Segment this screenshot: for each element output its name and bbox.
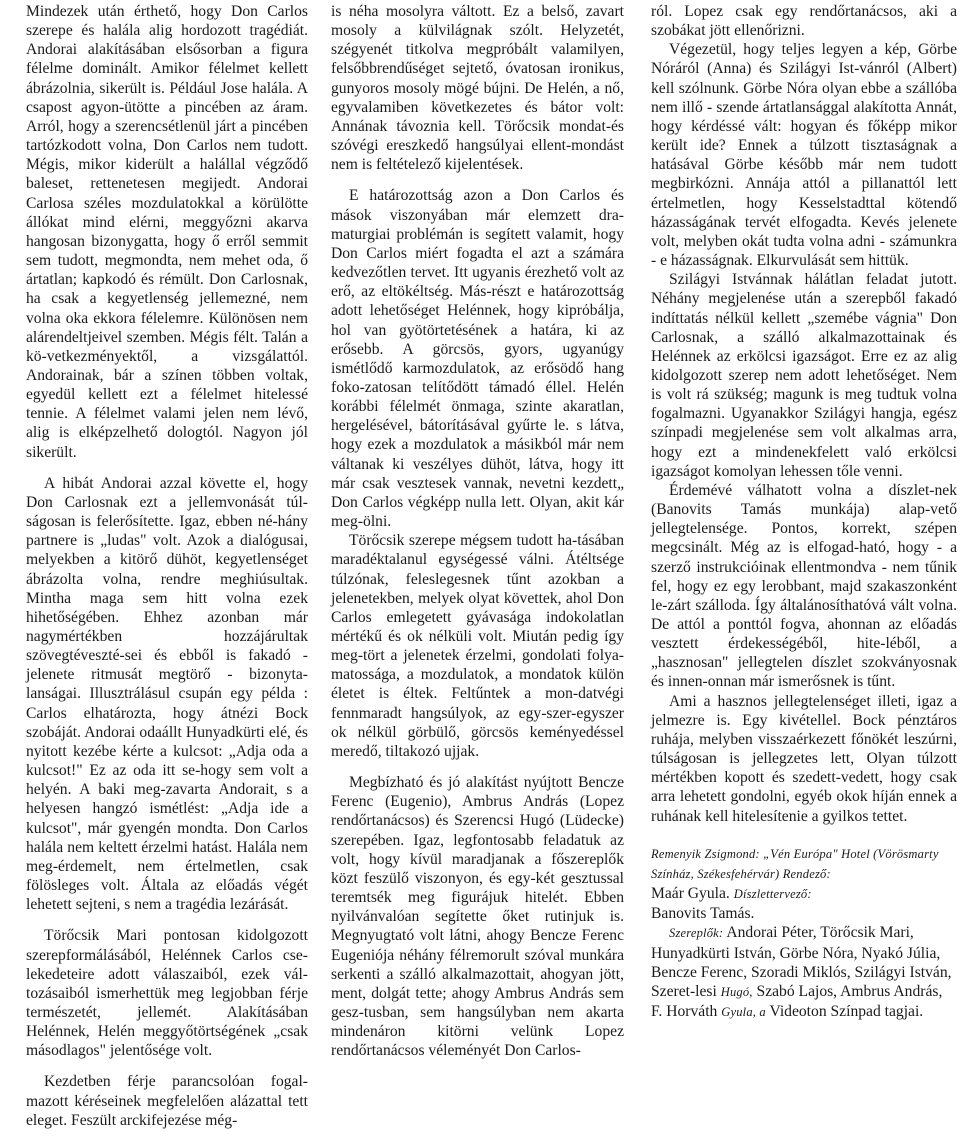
cast-hugo: Hugó, [720, 984, 753, 999]
paragraph: Törőcsik Mari pontosan kidolgozott szerepformálásából, Helénnek Carlos cse-lekedeteire adott válaszaiból, ezek vál-tozásaiból ismerhettük meg legjobban férje természetét, jellemét. Alakításában Helénnek, Helén meggyőtörtségének „csak másodlagos" jelentősége volt. [26, 927, 308, 1060]
paragraph: Kezdetben férje parancsolóan fogal-mazott kéréseinek megfelelően alázattal tett eleget. Feszült arckifejezése még- [26, 1073, 308, 1129]
credits-play-line: Remenyik Zsigmond: „Vén Európa" Hotel (Vörösmarty Színház, Székesfehérvár) Rendező: [651, 846, 939, 881]
designer-label: Díszlettervező: [733, 887, 812, 902]
cast-list-a: Andorai Péter, Törőcsik Mari, Hunyadkürti István, Görbe Nóra, Nyakó Júlia, Bencze Ferenc, Szoradi Miklós, Szilágyi István, Szeret-lesi [651, 924, 952, 1000]
credits-cast [651, 923, 957, 1022]
column-middle [331, 2, 624, 1060]
cast-label: Szereplők: [669, 926, 724, 941]
production-credits [651, 844, 957, 1022]
credits-title [651, 844, 957, 884]
director-name: Maár Gyula. [651, 885, 730, 903]
paragraph: Szilágyi Istvánnak hálátlan feladat jutott. Néhány megjelenése után a szerepből fakadó indíttatás nélkül kellett „szemébe vágnia" Don Carlosnak, a szálló alkalmazottainak és Helénnek az erkölcsi igazságot. Erre ez az alig kidolgozott szerep nem adott lehetőséget. Nem is volt rá szükség; magunk is meg tudtuk volna fogalmazni. Ugyanakkor Szilágyi hangja, egész színpadi megjelenése sem volt alkalmas arra, hogy ezt a mindenekfelett való erkölcsi igazságot komolyan lehessen tőle venni. [651, 271, 957, 480]
paragraph: Törőcsik szerepe mégsem tudott ha-tásában maradéktalanul egységessé válni. Átéltsége túlzónak, feleslegesnek tűnt azokban a jelenetekben, melyek olyat követtek, ahol Don Carlos emlegetett gyávasága indokolatlan mértékű és ok nélküli volt. Miután pedig így meg-tört a jelenetek érzelmi, gondolati folya-matossága, a mozdulatok, a mondatok külön életet is éltek. Feltűntek a mon-datvégi fennmaradt hangsúlyok, az egy-szer-egyszer ok nélkül görbülő, görcsös keményedéssel meredő, tiltakozó ujjak. [331, 532, 624, 760]
paragraph: Végezetül, hogy teljes legyen a kép, Görbe Nóráról (Anna) és Szilágyi Ist-vánról (Albert) kell szólnunk. Görbe Nóra olyan ebbe a szállóba nem illő - szende ártatlansággal alakította Annát, hogy kérdéssé vált: hogyan és főképp mikor került ide? Ennek a túlzott tisztaságnak a hatásával Görbe később már nem tudott megbirkózni. Annája attól a pillanattól lett értelmetlen, hogy Kesselstadttal kötendő házasságának tervét elfogadta. Kevés jelenete volt, melyben okát tudta volna adni - számunkra - e házasságnak. Elkurvulását sem hittük. [651, 41, 957, 270]
column-left [26, 2, 308, 1130]
designer-name: Banovits Tamás. [651, 905, 755, 923]
paragraph: Megbízható és jó alakítást nyújtott Bencze Ferenc (Eugenio), Ambrus András (Lopez rendőrtanácsos) és Szerencsi Hugó (Lüdecke) szerepében. Igaz, legfontosabb feladatuk az volt, hogy kívül maradjanak a főszereplők közt feszülő viszonyon, és egy-két gesztussal teremtsék meg figurájuk hitelét. Ebben nyilvánvalóan segítette őket rutinjuk is. Megnyugtató volt látni, ahogy Bencze Ferenc Eugeniója néhány félremorult szóval munkára serkenti a szálló alkalmazottait, ahogyan jött, ment, dolgát tette; ahogy Ambrus András sem gesz-tusban, sem hangsúlyban nem akarta mindenáron kitörni velünk Lopez rendőrtanácsos véleményét Don Carlos- [331, 774, 624, 1060]
paragraph: Érdemévé válhatott volna a díszlet-nek (Banovits Tamás munkája) alap-vető jellegtelensége. Pontos, korrekt, szépen megcsinált. Még az is elfogad-ható, hogy - a szerző instrukcióinak ellentmondva - nem tűnik fel, hogy ez egy lerobbant, majd szakaszonként le-zárt szálloda. Így általánosíthatóvá vált volna. De attól a ponttól fogva, ahonnan az előadás vesztett érdekességéből, hite-léből, a „hasznosan" jellegtelen díszlet szokványosnak és innen-onnan már ismerősnek is tűnt. [651, 481, 957, 691]
paragraph: ról. Lopez csak egy rendőrtanácsos, aki a szobákat jött ellenőrizni. [651, 3, 957, 40]
paragraph: Mindezek után érthető, hogy Don Carlos szerepe és halála alig hordozott tragédiát. Andorai alakításában elsősorban a figura félelme dominált. Amikor félelmet kellett ábrázolnia, sikerült is. Például Jose halála. A csapost agyon-ütötte a pincében az áram. Arról, hogy a szerencsétlenül járt a pincében tartózkodott volna, Don Carlos nem tudott. Mégis, mikor kiderült a halállal végződő baleset, rettenetesen megijedt. Andorai Carlosa széles mozdulatokkal a körülötte állókat mind elérni, meggyőzni akarva hangosan bizonygatta, hogy ő erről semmit sem tudott, megmondta, nem mehet oda, ő ártatlan; kapkodó és rémült. Don Carlosnak, ha csak a kegyetlenség jellemezné, nem volna oka ekkora félelemre. Különösen nem alárendeltjeivel szemben. Mégis félt. Talán a kö-vetkezményektől, a vizsgálattól. Andorainak, bár a színen többen voltak, egyedül kellett ezt a félelmet hitelessé tennie. A félelmet valami jelen nem lévő, alig is elképzelhető dologtól. Nagyon jól sikerült. [26, 3, 308, 461]
paragraph: Ami a hasznos jellegtelenséget illeti, igaz a jelmezre is. Egy kivétellel. Bock pénztáros ruhája, melyben visszaérkezett főnökét leszúrni, túlságosan is jellegzetes lett, Olyan túlzott mértékben kopott és szedett-vedett, hogy csak arra lehetett gondolni, egyéb okok híján ennek a ruhának kell hitelesítenie a gyilkos tettet. [651, 692, 957, 825]
paragraph: is néha mosolyra váltott. Ez a belső, zavart mosoly a külvilágnak szólt. Helyzetét, szégyenét titkolva megpróbált valamilyen, felsőbbrendűséget sejtető, óvatosan ironikus, gunyoros mosoly mögé bújni. De Helén, a nő, egyvalamiben következetes és bátor volt: Annának távoznia kell. Törőcsik mondat-és szóvégi ereszkedő hangsúlyai ellent-mondást nem is feltételező kijelentések. [331, 3, 624, 174]
cast-gyula: Gyula, a [721, 1004, 766, 1019]
cast-list-b: Szabó Lajos, Ambrus András, F. Horváth [651, 982, 943, 1020]
paragraph: A hibát Andorai azzal követte el, hogy Don Carlosnak ezt a jellemvonását túl-ságosan is felerősítette. Igaz, ebben né-hány partnere is „ludas" volt. Azok a dialógusai, melyekben a kitörő dühöt, kegyetlenséget ábrázolta volna, rendre meghiúsultak. Mintha maga sem hitt volna ezek hihetőségében. Ehhez azonban már nagymértékben hozzájárultak szövegtéveszté-sei és ebből is fakadó - jelenete ritmusát megtörő - bizonyta-lanságai. Illusztrálásul csupán egy példa : Carlos elhatározta, hogy átnézi Bock szobáját. Andorai odaállt Hunyadkürti elé, és nyitott kezébe kérte a kulcsot: „Adja oda a kulcsot!" Ez az oda itt se-hogy sem volt a helyén. A baki meg-zavarta Andorait, s a helyesen hangzó ismétlést: „Adja ide a kulcsot", már gyengén mondta. Don Carlos halála nem keltett érzelmi hatást. Halála nem meg-érdemelt, nem értelmetlen, csak fölösleges volt. Általa az előadás végét lehetett sejteni, s nem a tragédia lezárását. [26, 474, 308, 914]
credits-director [651, 884, 957, 904]
credits-designer [651, 904, 957, 923]
paragraph: E határozottság azon a Don Carlos és mások viszonyában már elemzett dra-maturgiai problémán is segített valamit, hogy Don Carlos miért fogadta el azt a számára kedvezőtlen tervet. Itt ugyanis érezhető volt az erő, az eltökéltség. Más-részt e határozottság adott lehetőséget Helénnek, hogy kiprόbálja, hol van gyötörtetésének a határa, ki az erősebb. A görcsös, gyors, ugyanúgy ismétlődő karmozdulatok, az erősödő hang foko-zatosan telítődött támadó éllel. Helén korábbi félelmét önmaga, szinte akaratlan, hergelésével, bátorításával gyűrte le. s látva, hogy ezek a mozdulatok a másikból már nem váltanak ki veszélyes dühöt, látva, hogy itt már csak vesztesek vannak, nevetni kezdett„ Don Carlos végképp nulla lett. Olyan, akit kár meg-ölni. [331, 187, 624, 531]
column-right [651, 2, 957, 1022]
cast-list-c: Videoton Színpad tagjai. [769, 1002, 924, 1020]
